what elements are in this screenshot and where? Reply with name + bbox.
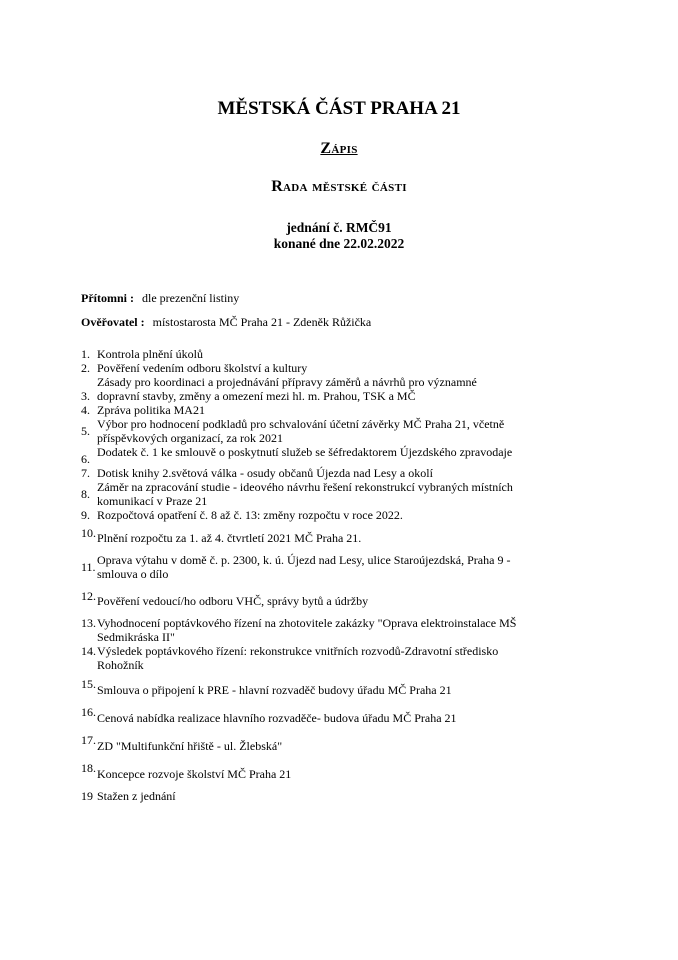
agenda-item-number: 6. xyxy=(81,452,90,466)
verifier-value: místostarosta MČ Praha 21 - Zdeněk Růžička xyxy=(152,315,372,329)
agenda-item xyxy=(81,677,521,697)
agenda-item xyxy=(81,361,521,375)
agenda-item-text: Cenová nabídka realizace hlavního rozvaděče- budova úřadu MČ Praha 21 xyxy=(97,711,457,725)
agenda-item-number: 14. xyxy=(81,644,96,658)
present-label: Přítomni : xyxy=(81,291,134,305)
agenda-item-number: 4. xyxy=(81,403,90,417)
agenda-item xyxy=(81,508,521,522)
agenda-item xyxy=(81,589,521,608)
meeting-number: jednání č. RMČ91 xyxy=(286,220,392,235)
verifier-label: Ověřovatel : xyxy=(81,315,145,329)
agenda-item xyxy=(81,733,521,753)
agenda-item-number: 15. xyxy=(81,677,96,691)
agenda-item-text: Oprava výtahu v domě č. p. 2300, k. ú. Újezd nad Lesy, ulice Staroújezdská, Praha 9 - smlouva o dílo xyxy=(97,553,511,581)
agenda-item xyxy=(81,347,521,361)
agenda-item-number: 10. xyxy=(81,526,96,540)
agenda-item-text: Vyhodnocení poptávkového řízení na zhotovitele zakázky "Oprava elektroinstalace MŠ Sedmikráska II" xyxy=(97,616,517,644)
agenda-item-text: Pověření vedoucí/ho odboru VHČ, správy bytů a údržby xyxy=(97,594,369,608)
agenda-item-number: 2. xyxy=(81,361,90,375)
present-value: dle prezenční listiny xyxy=(142,291,240,305)
agenda-item-number: 18. xyxy=(81,761,96,775)
agenda-item-text: Rozpočtová opatření č. 8 až č. 13: změny rozpočtu v roce 2022. xyxy=(97,508,403,522)
agenda-item-number: 17. xyxy=(81,733,96,747)
agenda-item-text: Koncepce rozvoje školství MČ Praha 21 xyxy=(97,767,292,781)
agenda-item xyxy=(81,403,521,417)
agenda-list xyxy=(81,347,521,803)
agenda-item xyxy=(81,445,521,466)
meeting-date: konané dne 22.02.2022 xyxy=(273,236,405,251)
agenda-item-text: ZD "Multifunkční hřiště - ul. Žlebská" xyxy=(97,739,283,753)
agenda-item-text: Zpráva politika MA21 xyxy=(97,403,205,417)
agenda-item-number: 13. xyxy=(81,616,96,630)
agenda-item-text: Záměr na zpracování studie - ideového návrhu řešení rekonstrukcí vybraných místních komunikací v Praze 21 xyxy=(97,480,513,508)
agenda-item-text: Smlouva o připojení k PRE - hlavní rozvaděč budovy úřadu MČ Praha 21 xyxy=(97,683,452,697)
verifier-row xyxy=(81,315,371,330)
document-title: MĚSTSKÁ ČÁST PRAHA 21 xyxy=(217,98,461,119)
agenda-item-number: 5. xyxy=(81,424,90,438)
agenda-item xyxy=(81,466,521,480)
agenda-item-number: 16. xyxy=(81,705,96,719)
agenda-item xyxy=(81,616,521,644)
council-heading: Rada městské části xyxy=(271,178,407,195)
agenda-item-number: 1. xyxy=(81,347,90,361)
agenda-item-text: Dotisk knihy 2.světová válka - osudy občanů Újezda nad Lesy a okolí xyxy=(97,466,433,480)
agenda-item-text: Dodatek č. 1 ke smlouvě o poskytnutí služeb se šéfredaktorem Újezdského zpravodaje xyxy=(97,445,513,459)
agenda-item-number: 7. xyxy=(81,466,90,480)
agenda-item-text: Pověření vedením odboru školství a kultury xyxy=(97,361,308,375)
agenda-item-number: 19 xyxy=(81,789,93,803)
agenda-item-text: Zásady pro koordinaci a projednávání přípravy záměrů a návrhů pro významné dopravní stavby, změny a omezení mezi hl. m. Prahou, TSK a MČ xyxy=(97,375,477,403)
agenda-item-number: 11. xyxy=(81,560,96,574)
agenda-item-text: Stažen z jednání xyxy=(97,789,176,803)
agenda-item-text: Výsledek poptávkového řízení: rekonstrukce vnitřních rozvodů-Zdravotní středisko Rohožník xyxy=(97,644,499,672)
agenda-item xyxy=(81,761,521,781)
agenda-item xyxy=(81,553,521,581)
agenda-item-number: 3. xyxy=(81,389,90,403)
agenda-item xyxy=(81,375,521,403)
agenda-item-number: 12. xyxy=(81,589,96,603)
agenda-item xyxy=(81,789,521,803)
agenda-item xyxy=(81,644,521,672)
agenda-item xyxy=(81,480,521,508)
meeting-info xyxy=(0,220,678,252)
agenda-item xyxy=(81,526,521,545)
agenda-item-number: 9. xyxy=(81,508,90,522)
agenda-item-text: Výbor pro hodnocení podkladů pro schvalování účetní závěrky MČ Praha 21, včetně příspěvkových organizací, za rok 2021 xyxy=(97,417,505,445)
agenda-item xyxy=(81,417,521,445)
present-row xyxy=(81,291,239,306)
document-subtitle: Zápis xyxy=(320,140,358,157)
agenda-item xyxy=(81,705,521,725)
agenda-item-text: Plnění rozpočtu za 1. až 4. čtvrtletí 2021 MČ Praha 21. xyxy=(97,531,362,545)
agenda-item-text: Kontrola plnění úkolů xyxy=(97,347,203,361)
agenda-item-number: 8. xyxy=(81,487,90,501)
